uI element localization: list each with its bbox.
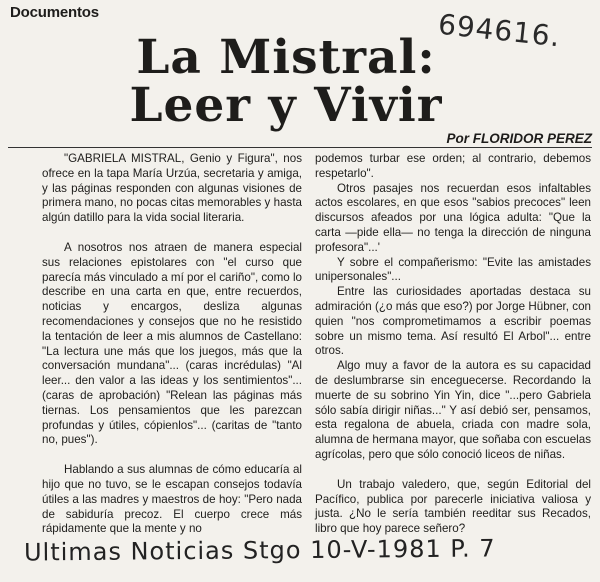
article-title-line2: Leer y Vivir — [129, 78, 443, 133]
byline: Por FLORIDOR PEREZ — [446, 131, 592, 146]
left-column — [42, 152, 302, 537]
section-label: Documentos — [10, 4, 99, 21]
article-title-line1: La Mistral: — [136, 30, 436, 85]
paragraph: Algo muy a favor de la autora es su capacidad de deslumbrarse sin enceguecerse. Recordando la muerte de su sobrino Yin Yin, dice "...pero Gabriela sólo sabía dirigir niñas..." Y así debió ser, pensamos, esta regalona de abuela, criada con madre sola, alumna de hermana mayor, que soñaba con escuelas agrícolas, pero que sólo conoció liceos de niñas. — [315, 359, 591, 461]
handwritten-source-note: Ultimas Noticias Stgo 10-V-1981 P. 7 — [23, 534, 496, 567]
paragraph: Otros pasajes nos recuerdan esos infaltables actos escolares, en que esos "sabios precoces" leen discursos afeados por una lógica adulta: "Que la carta —pide ella— no tenga la dirección de ninguna profesora"...' — [315, 181, 591, 254]
handwritten-code: 694616. — [436, 7, 563, 54]
right-column — [315, 152, 591, 537]
paragraph: podemos turbar ese orden; al contrario, debemos respetarlo". — [315, 152, 591, 180]
paragraph: Entre las curiosidades aportadas destaca su admiración (¿o más que eso?) por Jorge Hübner, con quien "nos comprometimamos a escribir poemas sobre un mismo tema. Así resultó El Arbol"... entre otros. — [315, 285, 591, 358]
paragraph: Hablando a sus alumnas de cómo educaría al hijo que no tuvo, se le escapan consejos todavía útiles a las madres y maestros de hoy: "Pero nada de sabiduría precoz. El cuerpo crece más rápidamente que la mente y no — [42, 463, 302, 536]
paragraph: A nosotros nos atraen de manera especial sus relaciones epistolares con "el curso que parecía más vinculado a mí por el cariño", como lo describe en una carta en que, entre recuerdos, noticias y encargos, desliza algunas recomendaciones y consejos que no he resistido la tentación de leer a mis alumnos de Castellano: "La lectura une más que los juegos, más que la conversación mundana"... (caras incrédulas) "Al leer... den valor a las ideas y los sentimientos"... (caras de aprobación) "Relean las páginas más tiernas. Los pensamientos que les parezcan profundas y útiles, cópienlos"... (caritas de "tanto no, pues"). — [42, 240, 302, 447]
paragraph: Y sobre el compañerismo: "Evite las amistades unipersonales"... — [315, 255, 591, 284]
divider-rule — [8, 147, 592, 148]
paragraph: Un trabajo valedero, que, según Editorial del Pacífico, publica por parecerle iniciativa valiosa y justa. ¿No le sería también reeditar sus Recados, libro que hoy parece señero? — [315, 477, 591, 536]
paragraph: "GABRIELA MISTRAL, Genio y Figura", nos ofrece en la tapa María Urzúa, secretaria y amiga, y las páginas responden con algunas visiones de primera mano, no pocas citas memorables y hasta algún datillo para la vida social literaria. — [42, 152, 302, 225]
